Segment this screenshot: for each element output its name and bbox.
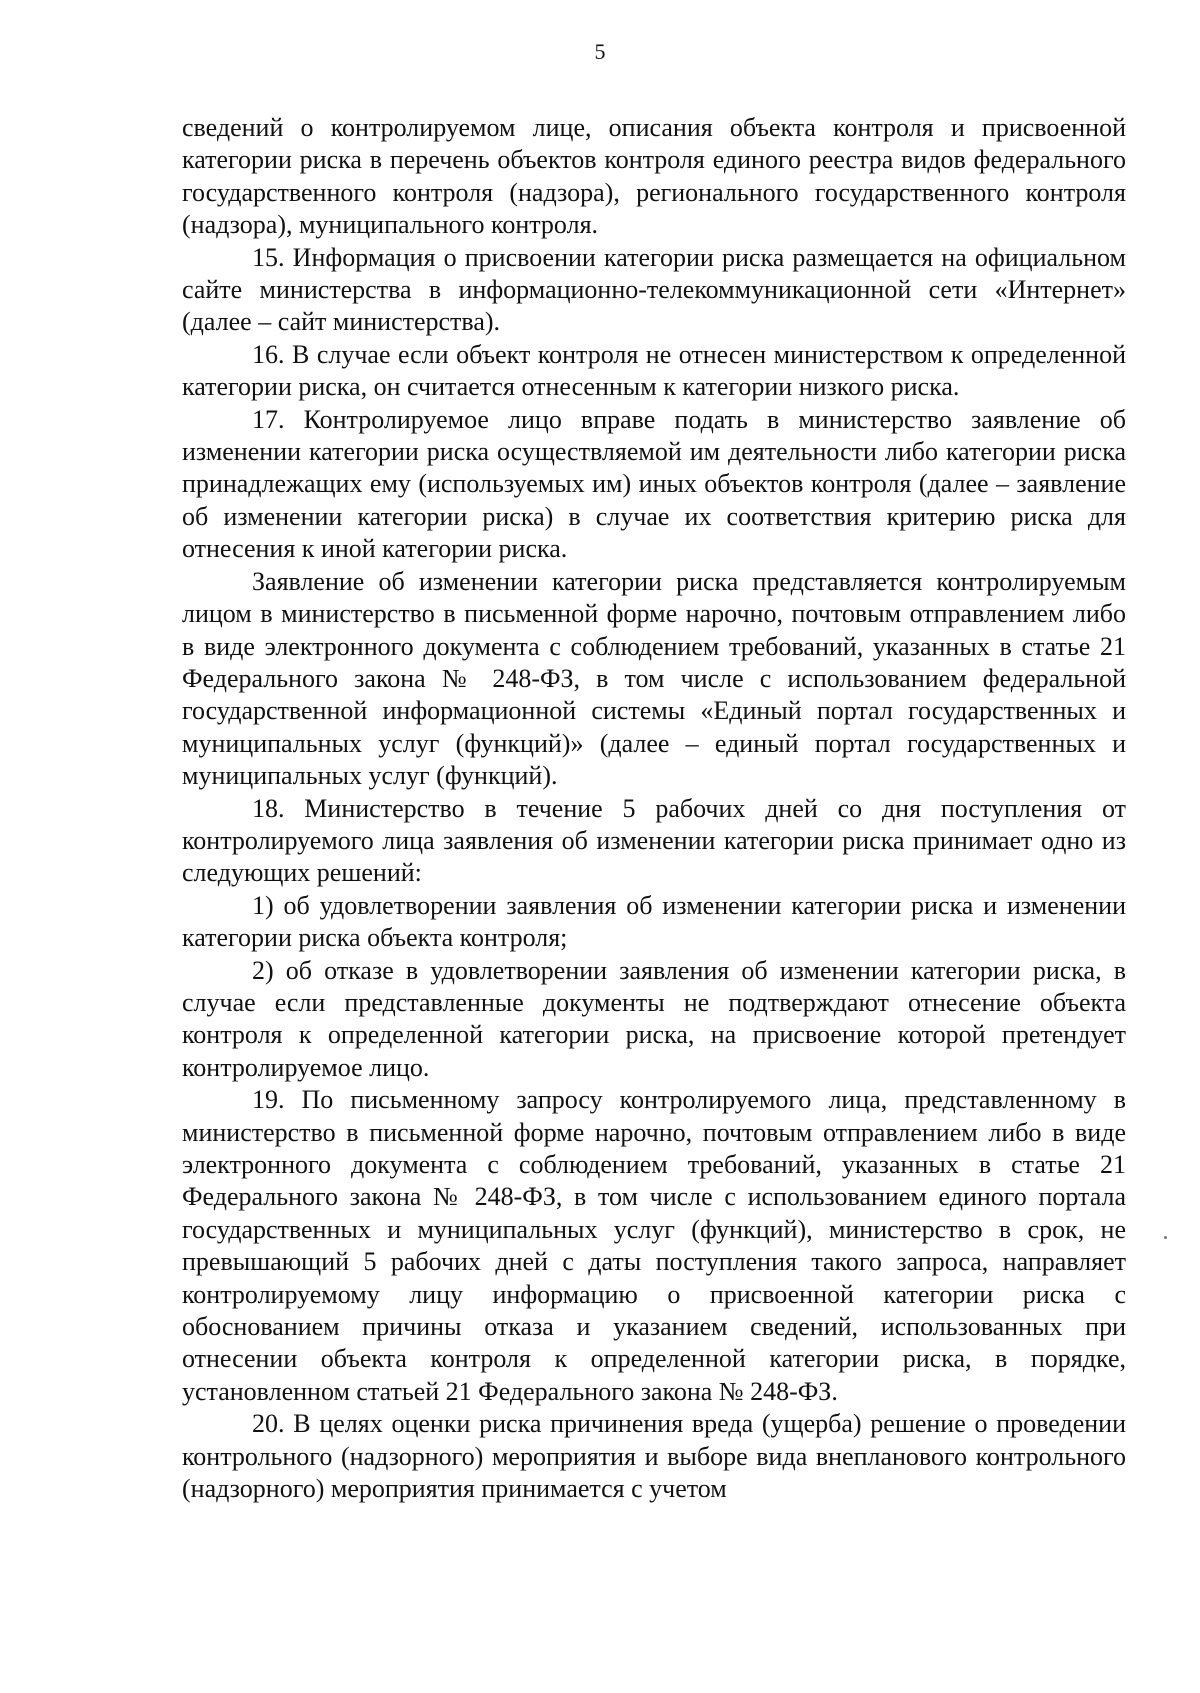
document-body [182, 112, 1126, 1505]
paragraph-item-19: 19. По письменному запросу контролируемого лица, представленному в министерство в письменной форме нарочно, почтовым отправлением либо в виде электронного документа с соблюдением требований, указанных в статье 21 Федерального закона № 248-ФЗ, в том числе с использованием единого портала государственных и муниципальных услуг (функций), министерство в срок, не превышающий 5 рабочих дней с даты поступления такого запроса, направляет контролируемому лицу информацию о присвоенной категории риска с обоснованием причины отказа и указанием сведений, использованных при отнесении объекта контроля к определенной категории риска, в порядке, установленном статьей 21 Федерального закона № 248-ФЗ. [182, 1085, 1126, 1406]
paragraph-subitem-1: 1) об удовлетворении заявления об изменении категории риска и изменении категории риска объекта контроля; [182, 890, 1126, 953]
paragraph-application: Заявление об изменении категории риска представляется контролируемым лицом в министерство в письменной форме нарочно, почтовым отправлением либо в виде электронного документа с соблюдением требований, указанных в статье 21 Федерального закона № 248-ФЗ, в том числе с использованием федеральной государственной информационной системы «Единый портал государственных и муниципальных услуг (функций)» (далее – единый портал государственных и муниципальных услуг (функций). [182, 566, 1126, 791]
scan-speck [1164, 1236, 1167, 1239]
page-number: 5 [594, 39, 606, 64]
paragraph-item-20: 20. В целях оценки риска причинения вреда (ущерба) решение о проведении контрольного (надзорного) мероприятия и выборе вида внепланового контрольного (надзорного) мероприятия принимается с учетом [182, 1409, 1126, 1504]
paragraph-item-16: 16. В случае если объект контроля не отнесен министерством к определенной категории риска, он считается отнесенным к категории низкого риска. [182, 339, 1126, 402]
paragraph-continuation: сведений о контролируемом лице, описания объекта контроля и присвоенной категории риска в перечень объектов контроля единого реестра видов федерального государственного контроля (надзора), регионального государственного контроля (надзора), муниципального контроля. [182, 113, 1126, 240]
paragraph-subitem-2: 2) об отказе в удовлетворении заявления об изменении категории риска, в случае если представленные документы не подтверждают отнесение объекта контроля к определенной категории риска, на присвоение которой претендует контролируемое лицо. [182, 955, 1126, 1082]
paragraph-item-17: 17. Контролируемое лицо вправе подать в министерство заявление об изменении категории риска осуществляемой им деятельности либо категории риска принадлежащих ему (используемых им) иных объектов контроля (далее – заявление об изменении категории риска) в случае их соответствия критерию риска для отнесения к иной категории риска. [182, 404, 1126, 564]
paragraph-item-18: 18. Министерство в течение 5 рабочих дней со дня поступления от контролируемого лица заявления об изменении категории риска принимает одно из следующих решений: [182, 793, 1126, 888]
paragraph-item-15: 15. Информация о присвоении категории риска размещается на официальном сайте министерства в информационно-телекоммуникационной сети «Интернет» (далее – сайт министерства). [182, 242, 1126, 337]
